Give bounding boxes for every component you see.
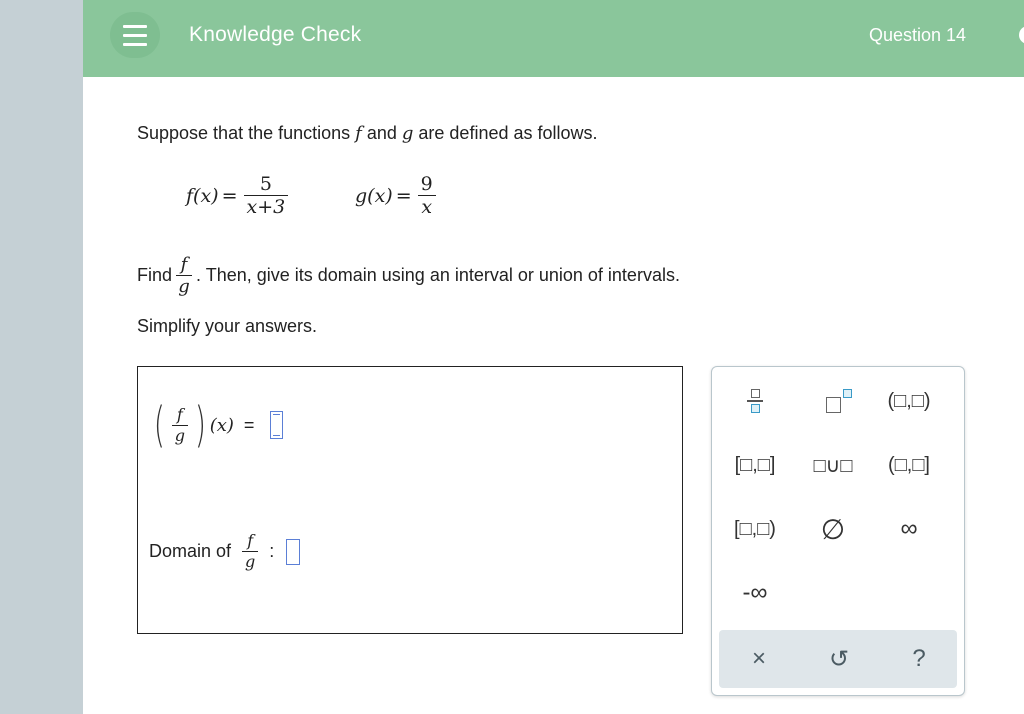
- question-number: Question 14: [869, 25, 967, 45]
- palette-footer: [719, 630, 957, 688]
- math-palette: [711, 366, 965, 696]
- quotient-expression: ( $\frac{f}{g}$ ) (x) =: [150, 401, 283, 449]
- open-open-interval-button[interactable]: (□,□): [887, 389, 931, 412]
- f-over-g: f g: [176, 254, 192, 297]
- closed-open-interval-button[interactable]: [□,□): [734, 517, 776, 540]
- problem-intro: Suppose that the functions f and g are defined as follows.: [137, 123, 598, 144]
- find-instruction: Find f g . Then, give its domain using an interval or union of intervals.: [137, 254, 680, 297]
- quotient-input[interactable]: [270, 411, 283, 439]
- exponent-icon: [826, 389, 852, 413]
- left-sidebar: [0, 0, 83, 714]
- undo-icon: ↺: [828, 645, 850, 673]
- g-fraction: $\frac{9}{x}$: [418, 173, 436, 218]
- fraction-icon: [747, 389, 763, 413]
- progress-indicator: [1019, 26, 1024, 44]
- closed-closed-interval-button[interactable]: [□,□]: [734, 453, 776, 476]
- empty-set-button[interactable]: ∅: [820, 513, 846, 545]
- answer-area: [137, 366, 683, 634]
- menu-button[interactable]: [110, 12, 160, 58]
- negative-infinity-button[interactable]: -∞: [742, 579, 768, 606]
- open-closed-interval-button[interactable]: (□,□]: [888, 453, 930, 476]
- help-button[interactable]: [889, 639, 949, 679]
- f-definition: f (x) = $\frac{5}{x+3}$: [186, 173, 291, 218]
- help-icon: ?: [912, 645, 926, 672]
- header-bar: [83, 0, 1024, 77]
- union-button[interactable]: □∪□: [813, 454, 853, 477]
- page-title: Knowledge Check: [189, 23, 362, 46]
- simplify-instruction: Simplify your answers.: [137, 316, 318, 336]
- infinity-button[interactable]: ∞: [900, 515, 918, 542]
- undo-button[interactable]: [809, 639, 869, 679]
- exponent-button[interactable]: [804, 381, 874, 421]
- menu-icon: [123, 25, 147, 28]
- f-fraction: $\frac{5}{x+3}$: [244, 173, 289, 218]
- close-icon: ×: [751, 645, 766, 672]
- g-definition: g (x) = $\frac{9}{x}$: [355, 173, 439, 218]
- clear-button[interactable]: [729, 639, 789, 679]
- domain-expression: Domain of $\frac{f}{g}$ :: [149, 531, 300, 572]
- fraction-button[interactable]: [720, 381, 790, 421]
- domain-input[interactable]: [286, 539, 300, 565]
